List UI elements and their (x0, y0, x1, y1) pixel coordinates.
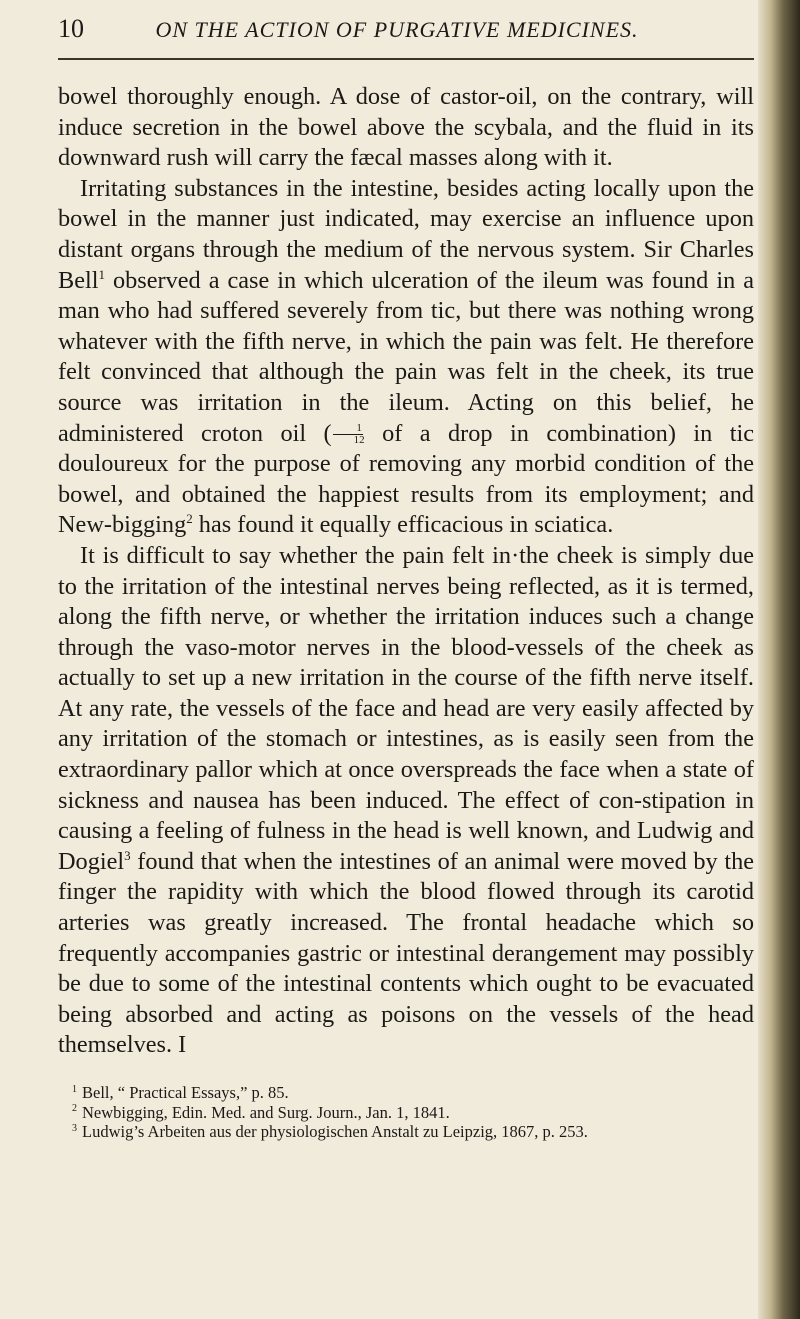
running-title: ON THE ACTION OF PURGATIVE MEDICINES. (155, 17, 639, 42)
fraction-dose: $\frac{1}{12}$ (332, 423, 365, 446)
paragraph-pain-in-cheek: It is difficult to say whether the pain felt in·the cheek is simply due to the irritation of the intestinal nerves being reflected, as it is termed, along the fifth nerve, or whether the irritation induces such a change through the vaso-motor nerves in the blood-vessels of the cheek as actually to set up a new irritation in the course of the fifth nerve itself. At any rate, the vessels of the face and head are very easily affected by any irritation of the stomach or intestines, as is easily seen from the extraordinary pallor which at once overspreads the face when a state of sickness and nausea has been induced. The effect of con-stipation in causing a feeling of fulness in the head is well known, and Ludwig and Dogiel$^3$ found that when the intestines of an animal were moved by the finger the rapidity with which the blood flowed through its carotid arteries was greatly increased. The frontal headache which so frequently accompanies gastric or intestinal derangement may possibly be due to some of the intestinal contents which ought to be evacuated being absorbed and acting as poisons on the vessels of the head themselves. I (58, 541, 754, 1059)
footnote-ref-3: 3 (124, 847, 131, 863)
footnote-ref-1: 1 (98, 266, 105, 282)
running-head (58, 14, 754, 60)
book-spine-shadow (758, 0, 800, 1319)
footnote-ref-2: 2 (186, 511, 193, 527)
footnotes (58, 1083, 754, 1142)
book-page (58, 14, 754, 1142)
footnote: $^2$ Newbigging, Edin. Med. and Surg. Journ., Jan. 1, 1841. (72, 1102, 450, 1122)
body-text (58, 82, 754, 1061)
footnote: $^1$ Bell, “ Practical Essays,” p. 85. (72, 1083, 289, 1102)
page-number: 10 (58, 14, 84, 43)
footnote: $^3$ Ludwig’s Arbeiten aus der physiologischen Anstalt zu Leipzig, 1867, p. 253. (72, 1122, 588, 1141)
paragraph-irritating-substances: Irritating substances in the intestine, besides acting locally upon the bowel in the manner just indicated, may exercise an influence upon distant organs through the medium of the nervous system. Sir Charles Bell$^1$ observed a case in which ulceration of the ileum was found in a man who had suffered severely from tic, but there was nothing wrong whatever with the fifth nerve, in which the pain was felt. He therefore felt convinced that although the pain was felt in the cheek, its true source was irritation in the ileum. Acting on this belief, he administered croton oil ( $\frac{1}{12}$ of a drop in combination) in tic douloureux for the purpose of removing any morbid condition of the bowel, and obtained the happiest results from its employment; and New-bigging$^2$ has found it equally efficacious in sciatica. (58, 174, 754, 539)
paragraph-continuation: bowel thoroughly enough. A dose of castor-oil, on the contrary, will induce secretion in the bowel above the scybala, and the fluid in its downward rush will carry the fæcal masses along with it. (58, 83, 754, 172)
